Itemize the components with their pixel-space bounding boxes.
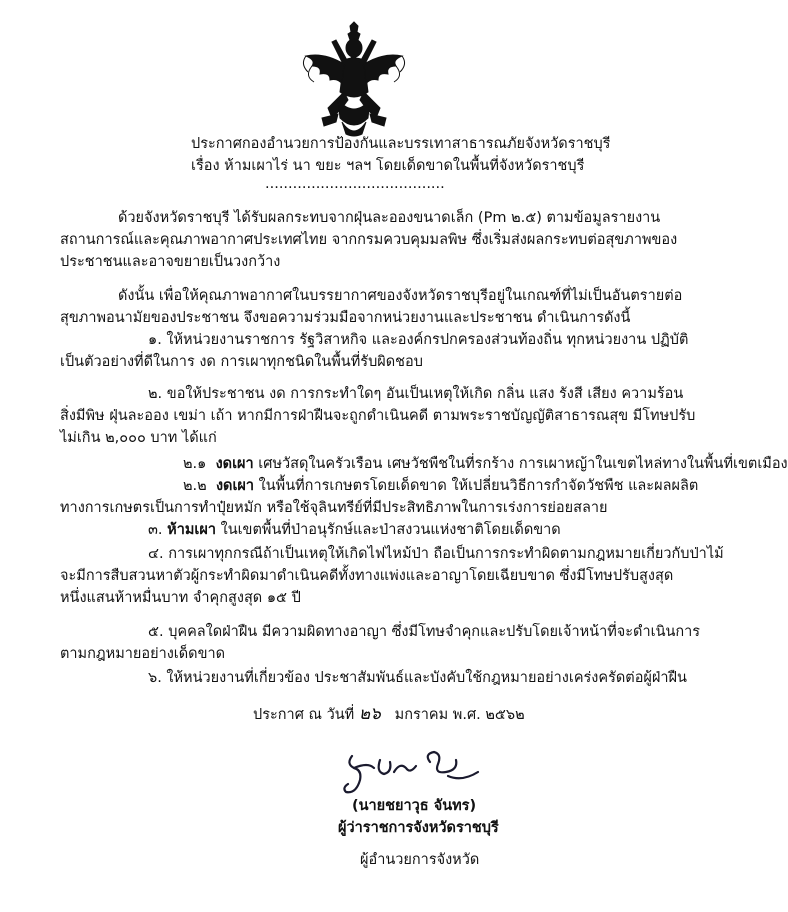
item-2-1-keyword: งดเผา: [215, 456, 254, 472]
intro-line-1: ด้วยจังหวัดราชบุรี ได้รับผลกระทบจากฝุ่นละอองขนาดเล็ก (Pm ๒.๕) ตามข้อมูลรายงาน: [118, 210, 661, 226]
signatory-position: ผู้ว่าราชการจังหวัดราชบุรี: [338, 820, 499, 836]
item-3-text: ในเขตพื้นที่ป่าอนุรักษ์และป่าสงวนแห่งชาติโดยเด็ดขาด: [220, 522, 561, 538]
item-3: [148, 520, 561, 540]
agency-heading: ประกาศกองอำนวยการป้องกันและบรรเทาสาธารณภัยจังหวัดราชบุรี: [191, 136, 611, 152]
signatory-name: (นายชยาวุธ จันทร): [352, 798, 477, 814]
item-2-1: [183, 454, 788, 474]
item-5-line-1: ๕. บุคคลใดฝ่าฝืน มีความผิดทางอาญา ซึ่งมีโทษจำคุกและปรับโดยเจ้าหน้าที่จะดำเนินการ: [148, 624, 701, 640]
therefore-line-2: สุขภาพอนามัยของประชาชน จึงขอความร่วมมือจากหน่วยงานและประชาชน ดำเนินการดังนี้: [60, 310, 631, 326]
handwritten-day: ๒๖: [358, 704, 381, 724]
signatory-role: ผู้อำนวยการจังหวัด: [360, 852, 480, 868]
subject-line: เรื่อง ห้ามเผาไร่ นา ขยะ ฯลฯ โดยเด็ดขาดในพื้นที่จังหวัดราชบุรี: [191, 158, 585, 174]
item-3-keyword: ห้ามเผา: [167, 522, 216, 538]
item-4-line-3: หนึ่งแสนห้าหมื่นบาท จำคุกสูงสุด ๑๕ ปี: [60, 590, 301, 606]
item-2-2-number: ๒.๒: [183, 478, 207, 494]
item-6-line-1: ๖. ให้หน่วยงานที่เกี่ยวข้อง ประชาสัมพันธ์และบังคับใช้กฎหมายอย่างเคร่งครัดต่อผู้ฝ่าฝืน: [148, 670, 687, 686]
item-4-line-2: จะมีการสืบสวนหาตัวผู้กระทำผิดมาดำเนินคดีทั้งทางแพ่งและอาญาโดยเฉียบขาด ซึ่งมีโทษปรับสูงสุด: [60, 568, 674, 584]
header-separator: .......................................: [265, 176, 445, 192]
item-5-line-2: ตามกฎหมายอย่างเด็ดขาด: [60, 646, 226, 662]
item-2-2-line-2: ทางการเกษตรเป็นการทำปุ๋ยหมัก หรือใช้จุลินทรีย์ที่มีประสิทธิภาพในการเร่งการย่อยสลาย: [60, 500, 608, 516]
item-1-line-1: ๑. ให้หน่วยงานราชการ รัฐวิสาหกิจ และองค์กรปกครองส่วนท้องถิ่น ทุกหน่วยงาน ปฏิบัติ: [148, 332, 689, 348]
date-prefix: ประกาศ ณ วันที่: [253, 707, 355, 723]
item-2-line-3: ไม่เกิน ๒,๐๐๐ บาท ได้แก่: [60, 430, 217, 446]
intro-line-3: ประชาชนและอาจขยายเป็นวงกว้าง: [60, 254, 281, 270]
item-4-line-1: ๔. การเผาทุกกรณีถ้าเป็นเหตุให้เกิดไฟไหม้ป่า ถือเป็นการกระทำผิดตามกฎหมายเกี่ยวกับป่าไม้: [148, 546, 724, 562]
garuda-emblem-icon: [298, 22, 410, 140]
item-2-2-keyword: งดเผา: [215, 478, 255, 494]
item-3-number: ๓.: [148, 522, 163, 538]
item-1-line-2: เป็นตัวอย่างที่ดีในการ งด การเผาทุกชนิดในพื้นที่รับผิดชอบ: [60, 354, 423, 370]
item-2-2: [183, 476, 698, 496]
intro-line-2: สถานการณ์และคุณภาพอากาศประเทศไทย จากกรมควบคุมมลพิษ ซึ่งเริ่มส่งผลกระทบต่อสุขภาพของ: [60, 232, 678, 248]
therefore-line-1: ดังนั้น เพื่อให้คุณภาพอากาศในบรรยากาศของจังหวัดราชบุรีอยู่ในเกณฑ์ที่ไม่เป็นอันตรายต่อ: [118, 288, 683, 304]
item-2-2-text: ในพื้นที่การเกษตรโดยเด็ดขาด ให้เปลี่ยนวิธีการกำจัดวัชพืช และผลผลิต: [258, 478, 699, 494]
item-2-1-text: เศษวัสดุในครัวเรือน เศษวัชพืชในที่รกร้าง การเผาหญ้าในเขตไหล่ทางในพื้นที่เขตเมือง: [258, 456, 788, 472]
date-suffix: มกราคม พ.ศ. ๒๕๖๒: [394, 707, 525, 723]
announcement-date: [253, 704, 525, 725]
item-2-1-number: ๒.๑: [183, 456, 207, 472]
item-2-line-2: สิ่งมีพิษ ฝุ่นละออง เขม่า เถ้า หากมีการฝ่าฝืนจะถูกดำเนินคดี ตามพระราชบัญญัติสาธารณสุข มีโทษปรับ: [60, 408, 696, 424]
handwritten-signature: [338, 742, 488, 800]
item-2-line-1: ๒. ขอให้ประชาชน งด การกระทำใดๆ อันเป็นเหตุให้เกิด กลิ่น แสง รังสี เสียง ความร้อน: [148, 386, 684, 402]
